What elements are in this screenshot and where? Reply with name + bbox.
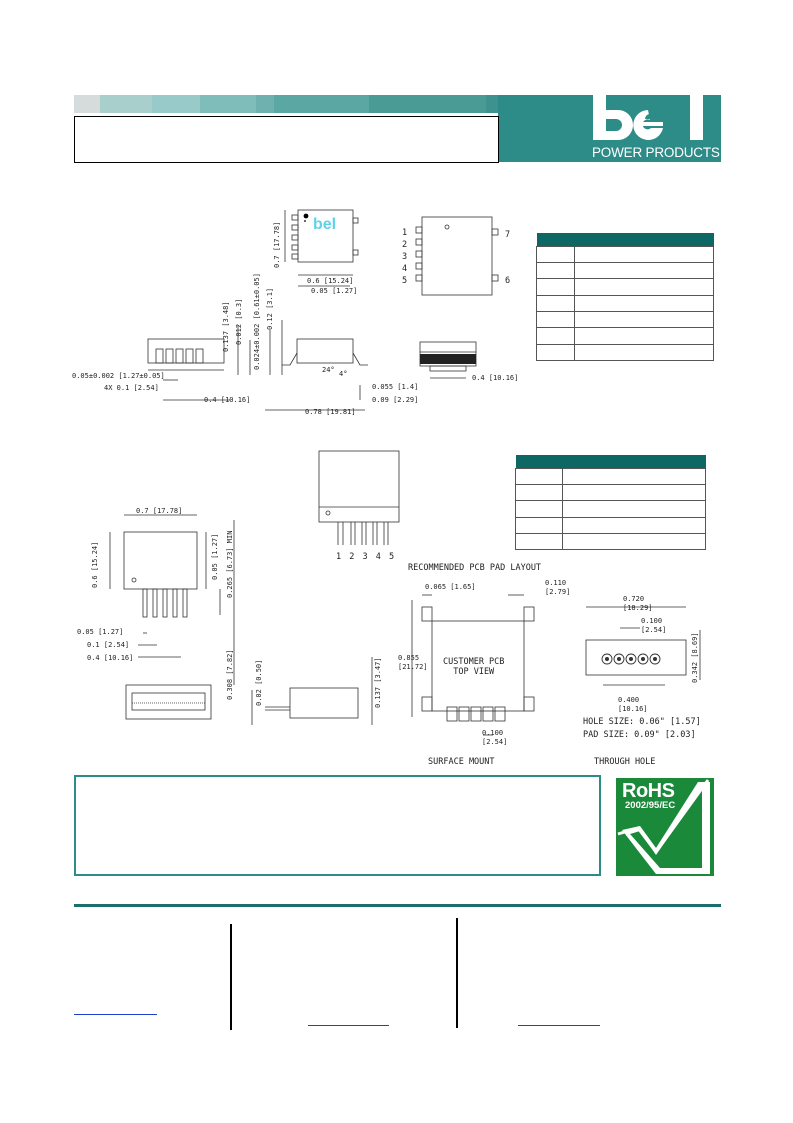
part-logo: bel: [313, 216, 337, 233]
notes-box: [74, 775, 601, 876]
dim-foot-a: 0.055 [1.4]: [372, 383, 419, 391]
checkmark-icon: [616, 778, 714, 876]
dim-pad-pitch: 0.100 [2.54]: [482, 729, 508, 746]
dim-b-side-h: 0.137 [3.47]: [374, 657, 382, 708]
footer-link-3[interactable]: [518, 1025, 600, 1026]
upright-pin-numbers: 1 2 3 4 5: [336, 552, 395, 562]
dim-th-width: 0.720 [18.29]: [623, 595, 653, 612]
dim-b-lead-d: 0.02 [0.50]: [255, 659, 263, 706]
surface-mount-label: SURFACE MOUNT: [428, 757, 495, 767]
dim-width: 0.6 [15.24]: [307, 277, 354, 285]
dim-lead-thk: 0.012 [0.3]: [235, 298, 243, 345]
rohs-badge: [616, 778, 714, 876]
dim-b-pitch: 0.1 [2.54]: [87, 641, 130, 649]
hole-size-label: HOLE SIZE: 0.06" [1.57]: [583, 717, 701, 727]
dim-angle: 24°: [322, 366, 335, 374]
dim-th-height: 0.342 [8.69]: [691, 632, 699, 683]
footer-divider-2: [456, 918, 458, 1028]
dim-th-pitch: 0.100 [2.54]: [641, 617, 667, 634]
footer-link-1[interactable]: [74, 1014, 157, 1015]
pin-7-label: 7: [505, 230, 511, 240]
dim-pad-w: 0.065 [1.65]: [425, 583, 476, 591]
brand-subtitle: POWER PRODUCTS: [592, 145, 720, 160]
dim-b-span: 0.4 [10.16]: [87, 654, 134, 662]
dim-standoff: 0.137 [3.48]: [222, 301, 230, 352]
pad-size-label: PAD SIZE: 0.09" [2.03]: [583, 730, 696, 740]
pin-6-label: 6: [505, 276, 511, 286]
dim-pcb-h: 0.855 [21.72]: [398, 654, 428, 671]
rohs-subtitle: 2002/95/EC: [625, 800, 676, 811]
dim-overall: 0.78 [19.81]: [305, 408, 356, 416]
dim-th-span: 0.400 [10.16]: [618, 696, 648, 713]
dim-b-height: 0.6 [15.24]: [91, 541, 99, 588]
dim-b-body-h: 0.308 [7.82]: [226, 649, 234, 700]
dim-pitch: 4X 0.1 [2.54]: [104, 384, 159, 392]
pcb-view-label: CUSTOMER PCB TOP VIEW: [443, 657, 505, 677]
dim-b-lead: 0.05 [1.27]: [77, 628, 124, 636]
dim-b-min: 0.265 [6.73] MIN: [226, 530, 234, 598]
dim-height: 0.7 [17.78]: [273, 221, 281, 268]
dim-span: 0.4 [10.16]: [204, 396, 251, 404]
dim-end-span: 0.4 [10.16]: [472, 374, 519, 382]
header-color-band: [74, 95, 498, 113]
dim-pad-gap: 0.110 [2.79]: [545, 579, 571, 596]
pin-table-tht: [515, 455, 706, 550]
dim-b-width: 0.7 [17.78]: [136, 507, 183, 515]
footer-link-2[interactable]: [308, 1025, 389, 1026]
rohs-title: RoHS: [622, 780, 675, 802]
pin-table-smd: [536, 233, 714, 361]
bel-logo-icon: [590, 88, 714, 146]
dim-angle-b: 4°: [339, 370, 348, 378]
dim-pitch-top: 0.05 [1.27]: [311, 287, 358, 295]
dim-lead-w: 0.05±0.002 [1.27±0.05]: [72, 372, 165, 380]
pcb-layout-title: RECOMMENDED PCB PAD LAYOUT: [408, 563, 542, 573]
dim-lead-b: 0.12 [3.1]: [266, 287, 274, 330]
dim-b-pitch-v: 0.05 [1.27]: [211, 533, 219, 580]
title-box: [74, 116, 499, 163]
footer-rule: [74, 904, 721, 907]
dim-foot-b: 0.09 [2.29]: [372, 396, 419, 404]
through-hole-label: THROUGH HOLE: [594, 757, 656, 767]
left-pin-numbers: 1 2 3 4 5: [402, 228, 408, 286]
dim-lead-a: 0.024±0.002 [0.61±0.05]: [253, 273, 261, 370]
footer-divider-1: [230, 924, 232, 1030]
